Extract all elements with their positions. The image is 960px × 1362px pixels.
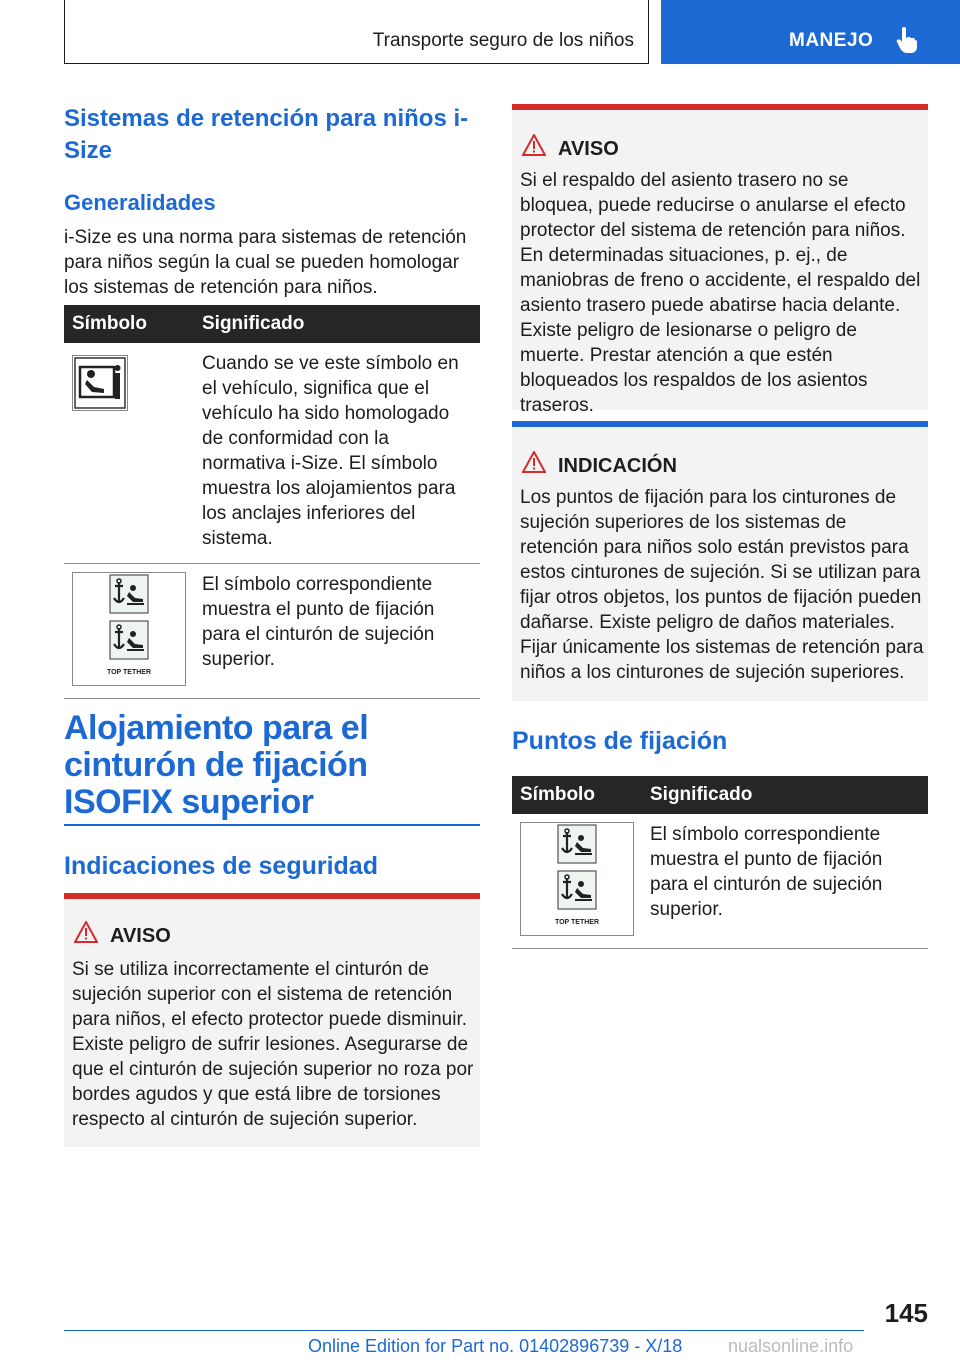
- warning-notice-tether: [64, 893, 480, 1147]
- footer-watermark: nualsonline.info: [728, 1336, 854, 1356]
- notice-title: AVISO: [558, 138, 619, 160]
- isize-seat-icon: [72, 355, 128, 411]
- notice-title: INDICACIÓN: [558, 455, 677, 477]
- table-header-symbol: Símbolo: [64, 305, 194, 343]
- header-chapter-label: MANEJO: [789, 30, 874, 51]
- table-cell-meaning: El símbolo correspondiente muestra el punto de fijación para el cinturón de sujeción superior.: [642, 814, 928, 949]
- warning-triangle-icon: [522, 134, 546, 156]
- info-notice-anchor-points: [512, 421, 928, 701]
- notice-text: Si el respaldo del asiento trasero no se bloquea, puede reducirse o anularse el efecto protector del sistema de retención para niños. En determinadas situaciones, p. ej., de maniobras de freno o accidente, el respaldo del asiento trasero puede abatirse hacia delante. Existe peligro de lesionarse o peligro de muerte. Prestar atención a que estén bloqueados los respaldos de los asientos traseros.: [520, 170, 921, 416]
- subtitle-generalidades: Generalidades: [64, 190, 216, 215]
- page-number: 145: [884, 1298, 928, 1328]
- top-tether-icon: [72, 572, 186, 686]
- table-header-symbol: Símbolo: [512, 776, 642, 814]
- table-cell-meaning: El símbolo correspondiente muestra el punto de fijación para el cinturón de sujeción superior.: [194, 564, 480, 699]
- footer-edition: Online Edition for Part no. 01402896739 - X/18: [308, 1336, 683, 1356]
- notice-title: AVISO: [110, 925, 171, 947]
- section-title-isize: Sistemas de retención para niños i-Size: [64, 105, 469, 164]
- big-title-isofix: Alojamiento para el cinturón de fijación ISOFIX superior: [64, 709, 369, 821]
- table-header-meaning: Significado: [194, 305, 480, 343]
- anchor-symbol-table: [512, 776, 928, 949]
- header-chapter-tab[interactable]: [661, 0, 960, 64]
- top-tether-label: TOP TETHER: [106, 668, 152, 676]
- header-section-title: Transporte seguro de los niños: [372, 30, 634, 51]
- warning-triangle-icon: [74, 921, 98, 943]
- warning-notice-backrest: [512, 104, 928, 416]
- table-row: [512, 814, 928, 949]
- title-underline: [64, 824, 480, 826]
- heading-puntos-fijacion: Puntos de fijación: [512, 727, 728, 755]
- table-row: [64, 343, 480, 564]
- notice-text: Si se utiliza incorrectamente el cinturón de sujeción superior con el sistema de retención para niños, el efecto protector puede disminuir. Existe peligro de sufrir lesiones. Asegurarse de que el cinturón de sujeción superior no roza por bordes agudos y que está libre de torsiones respecto al cinturón de sujeción superior.: [72, 959, 474, 1130]
- intro-paragraph: i-Size es una norma para sistemas de retención para niños según la cual se pueden homologar los sistemas de retención para niños.: [64, 227, 467, 298]
- footer-divider: [64, 1330, 864, 1331]
- header-section-box: [64, 0, 649, 64]
- hand-pointer-icon: [896, 26, 918, 54]
- heading-safety: Indicaciones de seguridad: [64, 852, 378, 880]
- table-row: [64, 564, 480, 699]
- warning-triangle-icon: [522, 451, 546, 473]
- top-tether-icon: [520, 822, 634, 936]
- notice-text: Los puntos de fijación para los cinturones de sujeción superiores de los sistemas de retención para niños solo están previstos para estos cinturones de sujeción. Si se utilizan para fijar otros objetos, los puntos de fijación pueden dañarse. Existe peligro de daños materiales. Fijar únicamente los sistemas de retención para niños a los cinturones de sujeción superiores.: [520, 487, 924, 683]
- table-header-meaning: Significado: [642, 776, 928, 814]
- top-tether-label: TOP TETHER: [554, 918, 600, 926]
- table-cell-meaning: Cuando se ve este símbolo en el vehículo, significa que el vehículo ha sido homologado de conformidad con la normativa i-Size. El símbolo muestra los alojamientos para los anclajes inferiores del sistema.: [194, 343, 480, 564]
- isize-symbol-table: [64, 305, 480, 699]
